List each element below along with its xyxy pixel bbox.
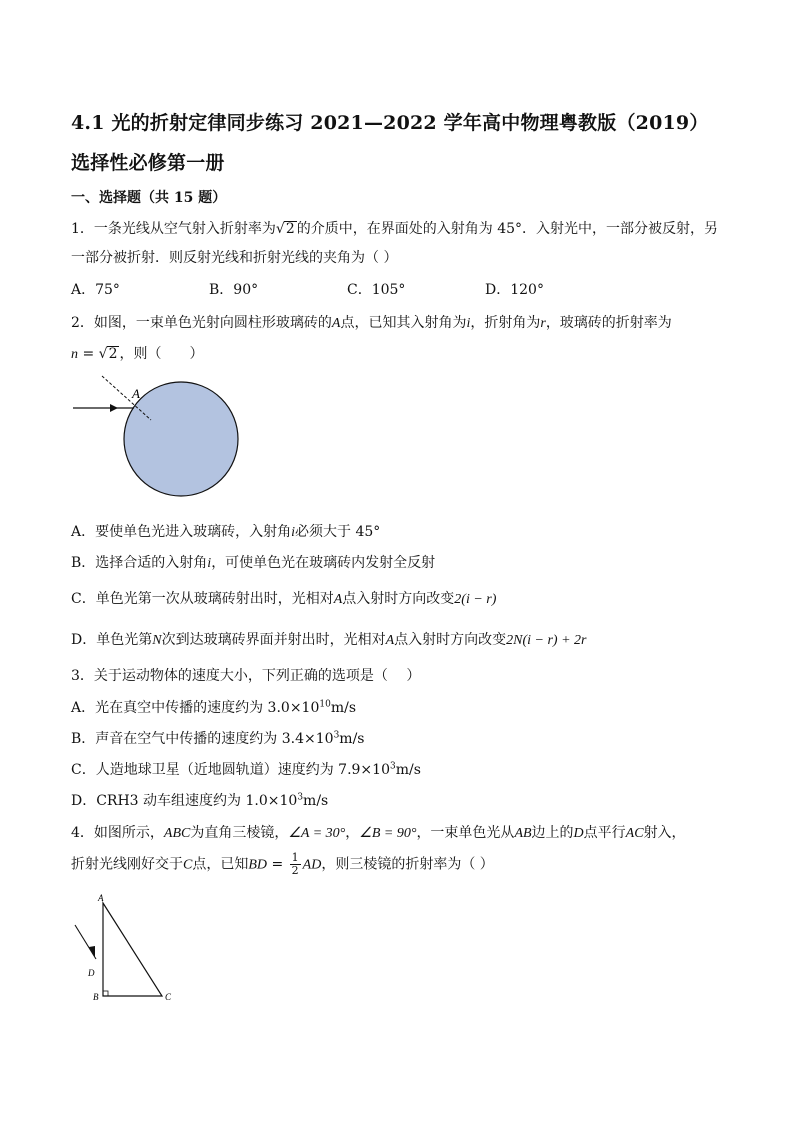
q1-stem-line1: 1．一条光线从空气射入折射率为√2 的介质中，在界面处的入射角为 45°．入射光中，一部分被反射，另: [71, 221, 719, 237]
q1-stem-line2: 一部分被折射．则反射光线和折射光线的夹角为（ ）: [71, 250, 398, 266]
q1-option-c[interactable]: C．105°: [347, 282, 406, 298]
glass-cylinder: [124, 382, 238, 496]
fraction-one-half: $\frac{1}{2}$: [291, 851, 299, 877]
prism-label-b: B: [93, 992, 99, 1002]
q2-option-a[interactable]: A．要使单色光进入玻璃砖，入射角i必须大于 45°: [71, 524, 381, 540]
title-line-2: 选择性必修第一册: [71, 152, 225, 174]
title-line-1: 4.1 光的折射定律同步练习 2021—2022 学年高中物理粤教版（2019）: [71, 112, 709, 134]
prism-label-d: D: [88, 968, 95, 978]
q2-stem-line2: n = √2 ，则（ ）: [71, 346, 204, 362]
q4-stem-line1: 4．如图所示，ABC为直角三棱镜，∠A = 30°，∠B = 90°，一束单色光从AB边上的D点平行AC射入，: [71, 825, 686, 841]
prism-label-c: C: [165, 992, 172, 1002]
q1-option-b[interactable]: B．90°: [209, 282, 259, 298]
q1-option-d[interactable]: D．120°: [485, 282, 544, 298]
section-heading: 一、选择题（共 15 题）: [71, 190, 227, 206]
page-title: [71, 103, 731, 183]
q2-option-c[interactable]: C．单色光第一次从玻璃砖射出时，光相对A点入射时方向改变2(i − r): [71, 591, 497, 607]
right-angle-mark: [103, 991, 108, 996]
q4-figure-prism: [68, 890, 188, 1008]
q3-stem: 3．关于运动物体的速度大小，下列正确的选项是（ ）: [71, 668, 421, 684]
sqrt-symbol: √: [275, 221, 285, 237]
q2-figure-circle: [70, 370, 245, 502]
q3-option-a[interactable]: A．光在真空中传播的速度约为 $3.0\times 10^{10}m/s$: [71, 699, 357, 716]
q1-option-a[interactable]: A．75°: [71, 282, 120, 298]
incident-ray: [75, 925, 96, 959]
sqrt-symbol: √: [98, 346, 108, 362]
q2-option-d[interactable]: D．单色光第N次到达玻璃砖界面并射出时，光相对A点入射时方向改变2N(i − r) + 2r: [71, 632, 587, 648]
prism-label-a: A: [98, 893, 104, 903]
prism-triangle: [103, 903, 162, 996]
q1-options: [71, 279, 691, 299]
q3-option-c[interactable]: C．人造地球卫星（近地圆轨道）速度约为 $7.9\times 10^3m/s$: [71, 761, 421, 778]
q4-stem-line2: 折射光线刚好交于C点，已知BD = $\frac{1}{2}$ AD，则三棱镜的折射率为（ ）: [71, 851, 494, 877]
q2-stem-line1: 2．如图，一束单色光射向圆柱形玻璃砖的A点，已知其入射角为i，折射角为r，玻璃砖的折射率为: [71, 315, 672, 331]
figure-label-a: A: [132, 386, 140, 401]
q3-option-d[interactable]: D．CRH3 动车组速度约为 $1.0\times 10^3m/s$: [71, 792, 329, 809]
arrow-head-icon: [110, 404, 118, 412]
sqrt-value: 2: [285, 221, 295, 237]
arrow-head-icon: [89, 946, 95, 957]
q2-option-b[interactable]: B．选择合适的入射角i，可使单色光在玻璃砖内发射全反射: [71, 555, 436, 571]
q3-option-b[interactable]: B．声音在空气中传播的速度约为 $3.4\times 10^3m/s$: [71, 730, 365, 747]
